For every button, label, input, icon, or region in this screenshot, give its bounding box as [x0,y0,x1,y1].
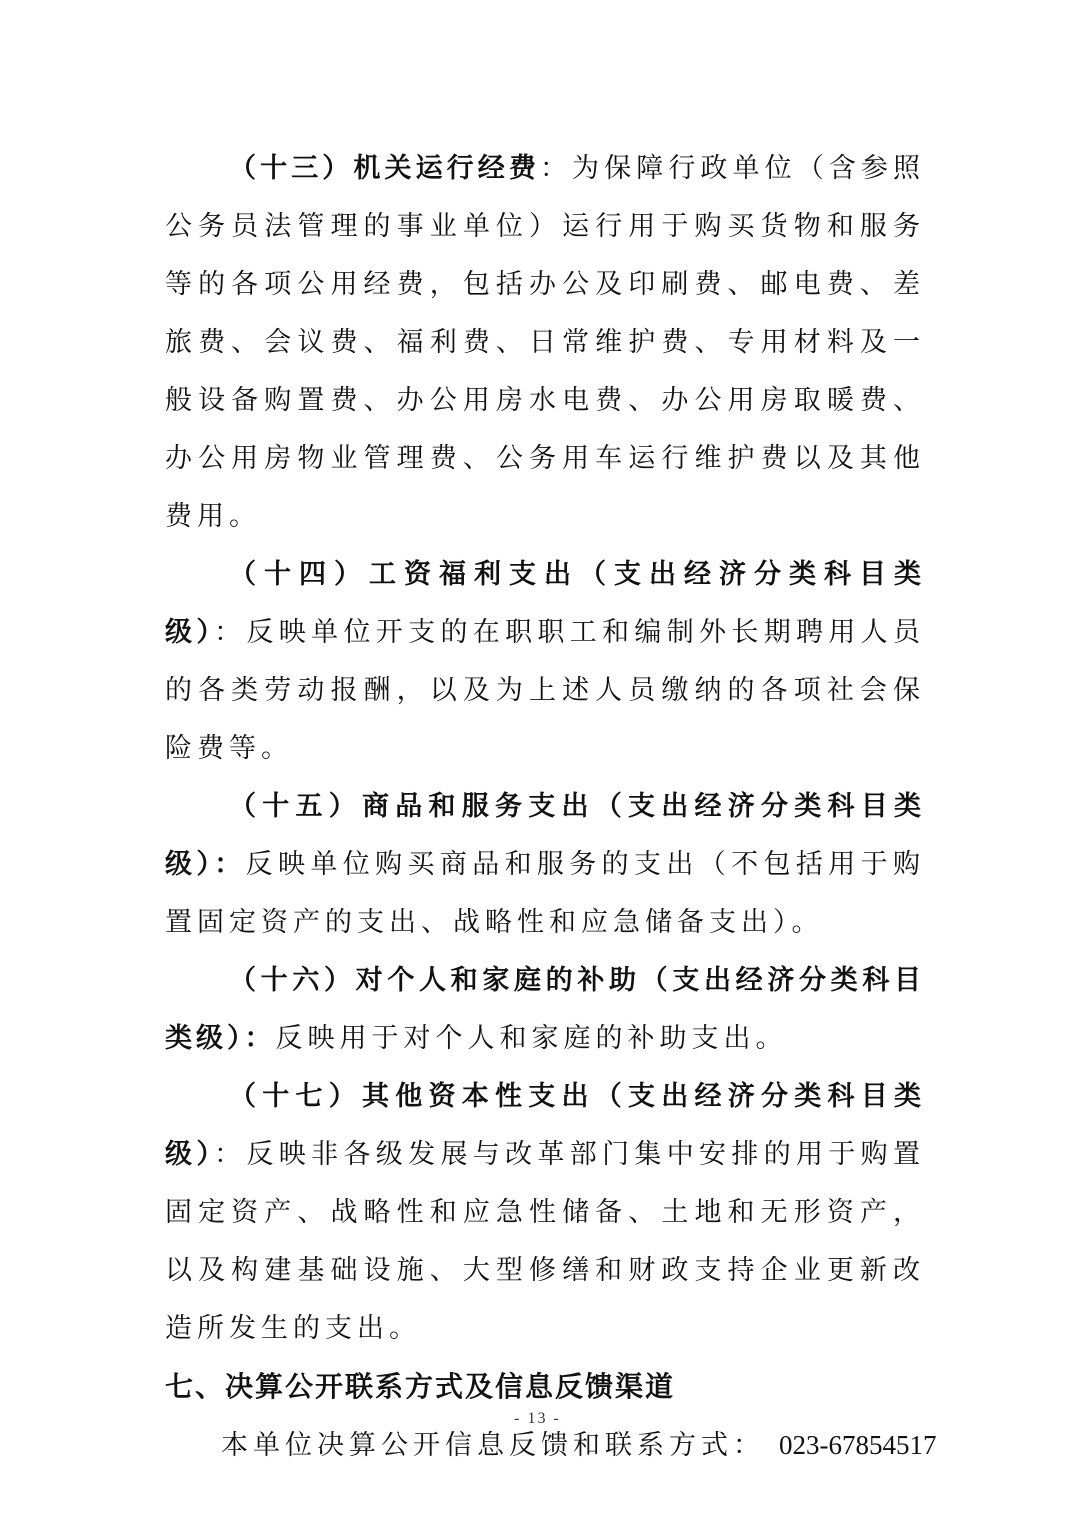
paragraph-item-13 [165,140,925,546]
paragraph-item-14 [165,546,925,778]
page-number: - 13 - [514,1410,561,1427]
term-heading: （十三）机关运行经费 [229,153,540,184]
term-definition: ：反映单位开支的在职职工和编制外长期聘用人员的各类劳动报酬，以及为上述人员缴纳的各项社会保险费等。 [165,617,926,764]
paragraph-item-16 [165,952,925,1068]
term-heading: （十六）对个人和家庭的补助（支出经济分类科目类级）： [165,965,925,1054]
term-definition: ：反映非各级发展与改革部门集中安排的用于购置固定资产、战略性和应急性储备、土地和无形资产，以及构建基础设施、大型修缮和财政支持企业更新改造所发生的支出。 [165,1139,926,1344]
paragraph-item-17 [165,1068,925,1358]
term-definition: 反映单位购买商品和服务的支出（不包括用于购置固定资产的支出、战略性和应急储备支出）。 [165,849,925,938]
term-heading: （十五）商品和服务支出（支出经济分类科目类级）： [165,791,925,880]
paragraph-item-15 [165,778,925,952]
term-definition: ：为保障行政单位（含参照公务员法管理的事业单位）运行用于购买货物和服务等的各项公用经费，包括办公及印刷费、邮电费、差旅费、会议费、福利费、日常维护费、专用材料及一般设备购置费、办公用房水电费、办公用房取暖费、办公用房物业管理费、公务用车运行维护费以及其他费用。 [165,153,926,532]
term-definition: 反映用于对个人和家庭的补助支出。 [275,1023,788,1054]
page-content [165,140,937,1475]
term-heading: （十四）工资福利支出（支出经济分类科目类级） [165,559,925,648]
contact-label: 本单位决算公开信息反馈和联系方式： [221,1430,765,1461]
section-heading: 七、决算公开联系方式及信息反馈渠道 [165,1370,676,1403]
contact-phone: 023-67854517 [779,1430,937,1460]
term-heading: （十七）其他资本性支出（支出经济分类科目类级） [165,1081,925,1170]
